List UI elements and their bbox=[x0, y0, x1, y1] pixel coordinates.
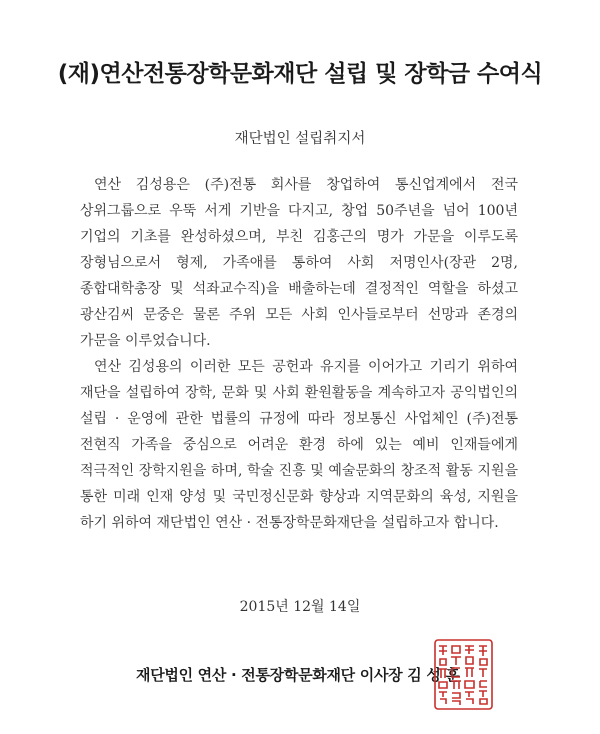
document-title: (재)연산전통장학문화재단 설립 및 장학금 수여식 bbox=[57, 61, 543, 87]
paragraph-purpose: 연산 김성용의 이러한 모든 공헌과 유지를 이어가고 기리기 위하여 재단을 설립하여 장학, 문화 및 사회 환원활동을 계속하고자 공익법인의 설립 · 운영에 관한 법률의 규정에 따라 정보통신 사업체인 (주)전통 전현직 가족을 중심으로 어려운 환경 하에 있는 예비 인재들에게 적극적인 장학지원을 하며, 학술 진흥 및 예술문화의 창조적 활동 지원을 통한 미래 인재 양성 및 국민정신문화 향상과 지역문화의 육성, 지원을 하기 위하여 재단법인 연산 · 전통장학문화재단을 설립하고자 합니다. bbox=[80, 359, 518, 531]
paragraph-founder: 연산 김성용은 (주)전통 회사를 창업하여 통신업계에서 전국 상위그룹으로 우뚝 서게 기반을 다지고, 창업 50주년을 넘어 100년 기업의 기초를 완성하셨으며, 부친 김홍근의 명가 가문을 이루도록 장형님으로서 형제, 가족애를 통하여 사회 저명인사(장관 2명, 종합대학총장 및 석좌교수직)을 배출하는데 결정적인 역할을 하셨고 광산김씨 문중은 물론 주위 모든 사회 인사들로부터 선망과 존경의 가문을 이루었습니다. bbox=[80, 177, 518, 349]
signature-line: 재단법인 연산 · 전통장학문화재단 이사장 김 성 훈 bbox=[136, 666, 460, 684]
official-seal-stamp bbox=[432, 637, 495, 712]
document-subtitle: 재단법인 설립취지서 bbox=[234, 131, 366, 147]
document-body bbox=[80, 172, 518, 536]
document-date: 2015년 12월 14일 bbox=[239, 599, 361, 615]
